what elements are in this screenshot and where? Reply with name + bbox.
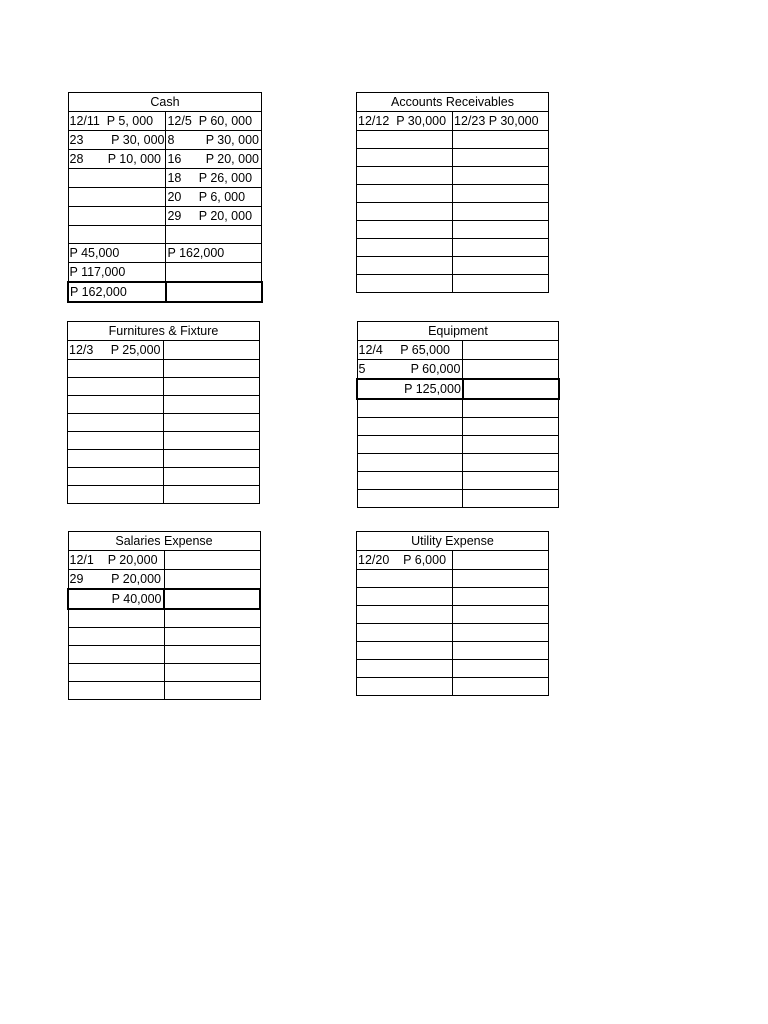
debit-cell: P 162,000 <box>68 282 166 302</box>
ledger-title: Cash <box>68 93 262 112</box>
ledger-row <box>357 203 549 221</box>
debit-cell: 12/1 P 20,000 <box>68 551 164 570</box>
debit-cell: 28 P 10, 000 <box>68 150 166 169</box>
ledger-row <box>357 257 549 275</box>
ledger-row <box>357 471 559 489</box>
debit-cell <box>68 645 164 663</box>
debit-cell <box>357 149 453 167</box>
debit-cell: 5 P 60,000 <box>357 360 463 380</box>
credit-cell <box>453 606 549 624</box>
debit-cell <box>68 169 166 188</box>
debit-cell <box>68 468 164 486</box>
debit-cell <box>68 226 166 244</box>
credit-cell: P 162,000 <box>166 244 262 263</box>
debit-cell <box>357 588 453 606</box>
ledger-row <box>357 185 549 203</box>
credit-cell <box>453 131 549 149</box>
credit-cell <box>164 551 260 570</box>
debit-cell: P 40,000 <box>68 589 164 609</box>
credit-cell <box>453 185 549 203</box>
ledger-row <box>357 167 549 185</box>
ledger-row <box>357 341 559 360</box>
debit-cell <box>68 360 164 378</box>
ledger-row <box>68 450 260 468</box>
ledger-row <box>357 112 549 131</box>
ledger-row <box>68 627 260 645</box>
credit-cell <box>166 282 262 302</box>
ledger-row <box>68 609 260 627</box>
credit-cell <box>166 226 262 244</box>
debit-cell <box>357 185 453 203</box>
credit-cell: 20 P 6, 000 <box>166 188 262 207</box>
ledger-row <box>68 207 262 226</box>
credit-cell <box>453 275 549 293</box>
ledger-row <box>68 282 262 302</box>
ledger-title: Salaries Expense <box>68 532 260 551</box>
ledger-row <box>68 432 260 450</box>
debit-cell <box>357 275 453 293</box>
credit-cell <box>164 589 260 609</box>
ledger-row <box>357 379 559 399</box>
credit-cell: 16 P 20, 000 <box>166 150 262 169</box>
debit-cell <box>357 417 463 435</box>
debit-cell <box>68 396 164 414</box>
debit-cell <box>357 606 453 624</box>
credit-cell <box>453 570 549 588</box>
credit-cell <box>164 486 260 504</box>
credit-cell <box>453 678 549 696</box>
debit-cell <box>357 678 453 696</box>
credit-cell <box>164 570 260 590</box>
credit-cell <box>453 221 549 239</box>
ledger-row <box>357 149 549 167</box>
credit-cell <box>164 414 260 432</box>
ledger-row <box>68 169 262 188</box>
credit-cell <box>453 642 549 660</box>
credit-cell <box>463 453 559 471</box>
ledger-row <box>357 588 549 606</box>
ledger-row <box>68 188 262 207</box>
ledger-row <box>357 221 549 239</box>
ledger-row <box>68 589 260 609</box>
ledger-row <box>357 360 559 380</box>
credit-cell <box>164 396 260 414</box>
ledger-row <box>68 570 260 590</box>
ledger-row <box>357 489 559 507</box>
credit-cell <box>453 588 549 606</box>
ledger-row <box>68 486 260 504</box>
credit-cell <box>463 399 559 417</box>
credit-cell <box>453 167 549 185</box>
credit-cell <box>463 379 559 399</box>
ledger-row <box>357 417 559 435</box>
ledger-row <box>357 606 549 624</box>
credit-cell <box>463 435 559 453</box>
credit-cell <box>164 627 260 645</box>
debit-cell <box>357 489 463 507</box>
ledger-title: Utility Expense <box>357 532 549 551</box>
ledger-row <box>357 678 549 696</box>
utility-expense-t-account <box>356 531 549 696</box>
ledger-row <box>68 378 260 396</box>
ledger-row <box>357 660 549 678</box>
credit-cell <box>166 263 262 283</box>
credit-cell <box>463 360 559 380</box>
ledger-row <box>68 226 262 244</box>
credit-cell <box>463 471 559 489</box>
ledger-row <box>68 131 262 150</box>
ledger-row <box>357 399 559 417</box>
credit-cell <box>164 378 260 396</box>
ledger-row <box>357 551 549 570</box>
debit-cell <box>68 681 164 699</box>
credit-cell <box>453 149 549 167</box>
ledger-row <box>68 681 260 699</box>
debit-cell <box>68 188 166 207</box>
debit-cell <box>68 432 164 450</box>
credit-cell <box>453 624 549 642</box>
ledger-row <box>357 239 549 257</box>
debit-cell: P 45,000 <box>68 244 166 263</box>
credit-cell: 12/23 P 30,000 <box>453 112 549 131</box>
salaries-expense-t-account <box>67 531 261 700</box>
debit-cell: 12/3 P 25,000 <box>68 341 164 360</box>
credit-cell <box>463 489 559 507</box>
debit-cell <box>68 378 164 396</box>
credit-cell <box>453 551 549 570</box>
credit-cell <box>453 660 549 678</box>
debit-cell <box>68 663 164 681</box>
ledger-title: Furnitures & Fixture <box>68 322 260 341</box>
ledger-row <box>68 468 260 486</box>
ledger-row <box>357 275 549 293</box>
credit-cell <box>463 417 559 435</box>
debit-cell: 29 P 20,000 <box>68 570 164 590</box>
debit-cell <box>357 167 453 185</box>
debit-cell <box>357 570 453 588</box>
ledger-row <box>68 112 262 131</box>
debit-cell <box>68 609 164 627</box>
ledger-row <box>68 263 262 283</box>
credit-cell <box>164 663 260 681</box>
debit-cell <box>357 221 453 239</box>
ledger-row <box>357 435 559 453</box>
ledger-row <box>357 453 559 471</box>
credit-cell <box>453 239 549 257</box>
debit-cell: 12/20 P 6,000 <box>357 551 453 570</box>
ledger-row <box>357 570 549 588</box>
debit-cell <box>68 207 166 226</box>
credit-cell <box>164 681 260 699</box>
ledger-row <box>68 244 262 263</box>
credit-cell: 18 P 26, 000 <box>166 169 262 188</box>
ledger-row <box>68 551 260 570</box>
debit-cell <box>357 399 463 417</box>
ledger-row <box>68 341 260 360</box>
credit-cell <box>463 341 559 360</box>
debit-cell <box>68 414 164 432</box>
cash-t-account <box>67 92 263 303</box>
furnitures-fixture-t-account <box>67 321 260 504</box>
debit-cell <box>68 450 164 468</box>
ledger-row <box>68 360 260 378</box>
credit-cell <box>164 360 260 378</box>
credit-cell <box>453 203 549 221</box>
debit-cell <box>68 486 164 504</box>
credit-cell: 8 P 30, 000 <box>166 131 262 150</box>
debit-cell <box>357 203 453 221</box>
debit-cell <box>357 435 463 453</box>
debit-cell: 12/12 P 30,000 <box>357 112 453 131</box>
ledger-row <box>68 663 260 681</box>
ledger-row <box>357 642 549 660</box>
debit-cell: P 125,000 <box>357 379 463 399</box>
ledger-row <box>68 645 260 663</box>
credit-cell <box>164 609 260 627</box>
equipment-t-account <box>356 321 560 508</box>
debit-cell: 23 P 30, 000 <box>68 131 166 150</box>
ledger-title: Accounts Receivables <box>357 93 549 112</box>
credit-cell <box>453 257 549 275</box>
debit-cell: 12/4 P 65,000 <box>357 341 463 360</box>
accounts-receivables-t-account <box>356 92 549 293</box>
credit-cell <box>164 468 260 486</box>
ledger-row <box>68 396 260 414</box>
debit-cell <box>357 239 453 257</box>
debit-cell <box>357 131 453 149</box>
ledger-row <box>68 150 262 169</box>
ledger-row <box>68 414 260 432</box>
ledger-row <box>357 624 549 642</box>
debit-cell <box>357 257 453 275</box>
debit-cell <box>68 627 164 645</box>
credit-cell <box>164 645 260 663</box>
debit-cell <box>357 471 463 489</box>
debit-cell <box>357 453 463 471</box>
credit-cell <box>164 341 260 360</box>
debit-cell: P 117,000 <box>68 263 166 283</box>
credit-cell: 12/5 P 60, 000 <box>166 112 262 131</box>
debit-cell <box>357 660 453 678</box>
credit-cell <box>164 450 260 468</box>
ledger-row <box>357 131 549 149</box>
credit-cell <box>164 432 260 450</box>
debit-cell: 12/11 P 5, 000 <box>68 112 166 131</box>
debit-cell <box>357 642 453 660</box>
debit-cell <box>357 624 453 642</box>
ledger-title: Equipment <box>357 322 559 341</box>
credit-cell: 29 P 20, 000 <box>166 207 262 226</box>
